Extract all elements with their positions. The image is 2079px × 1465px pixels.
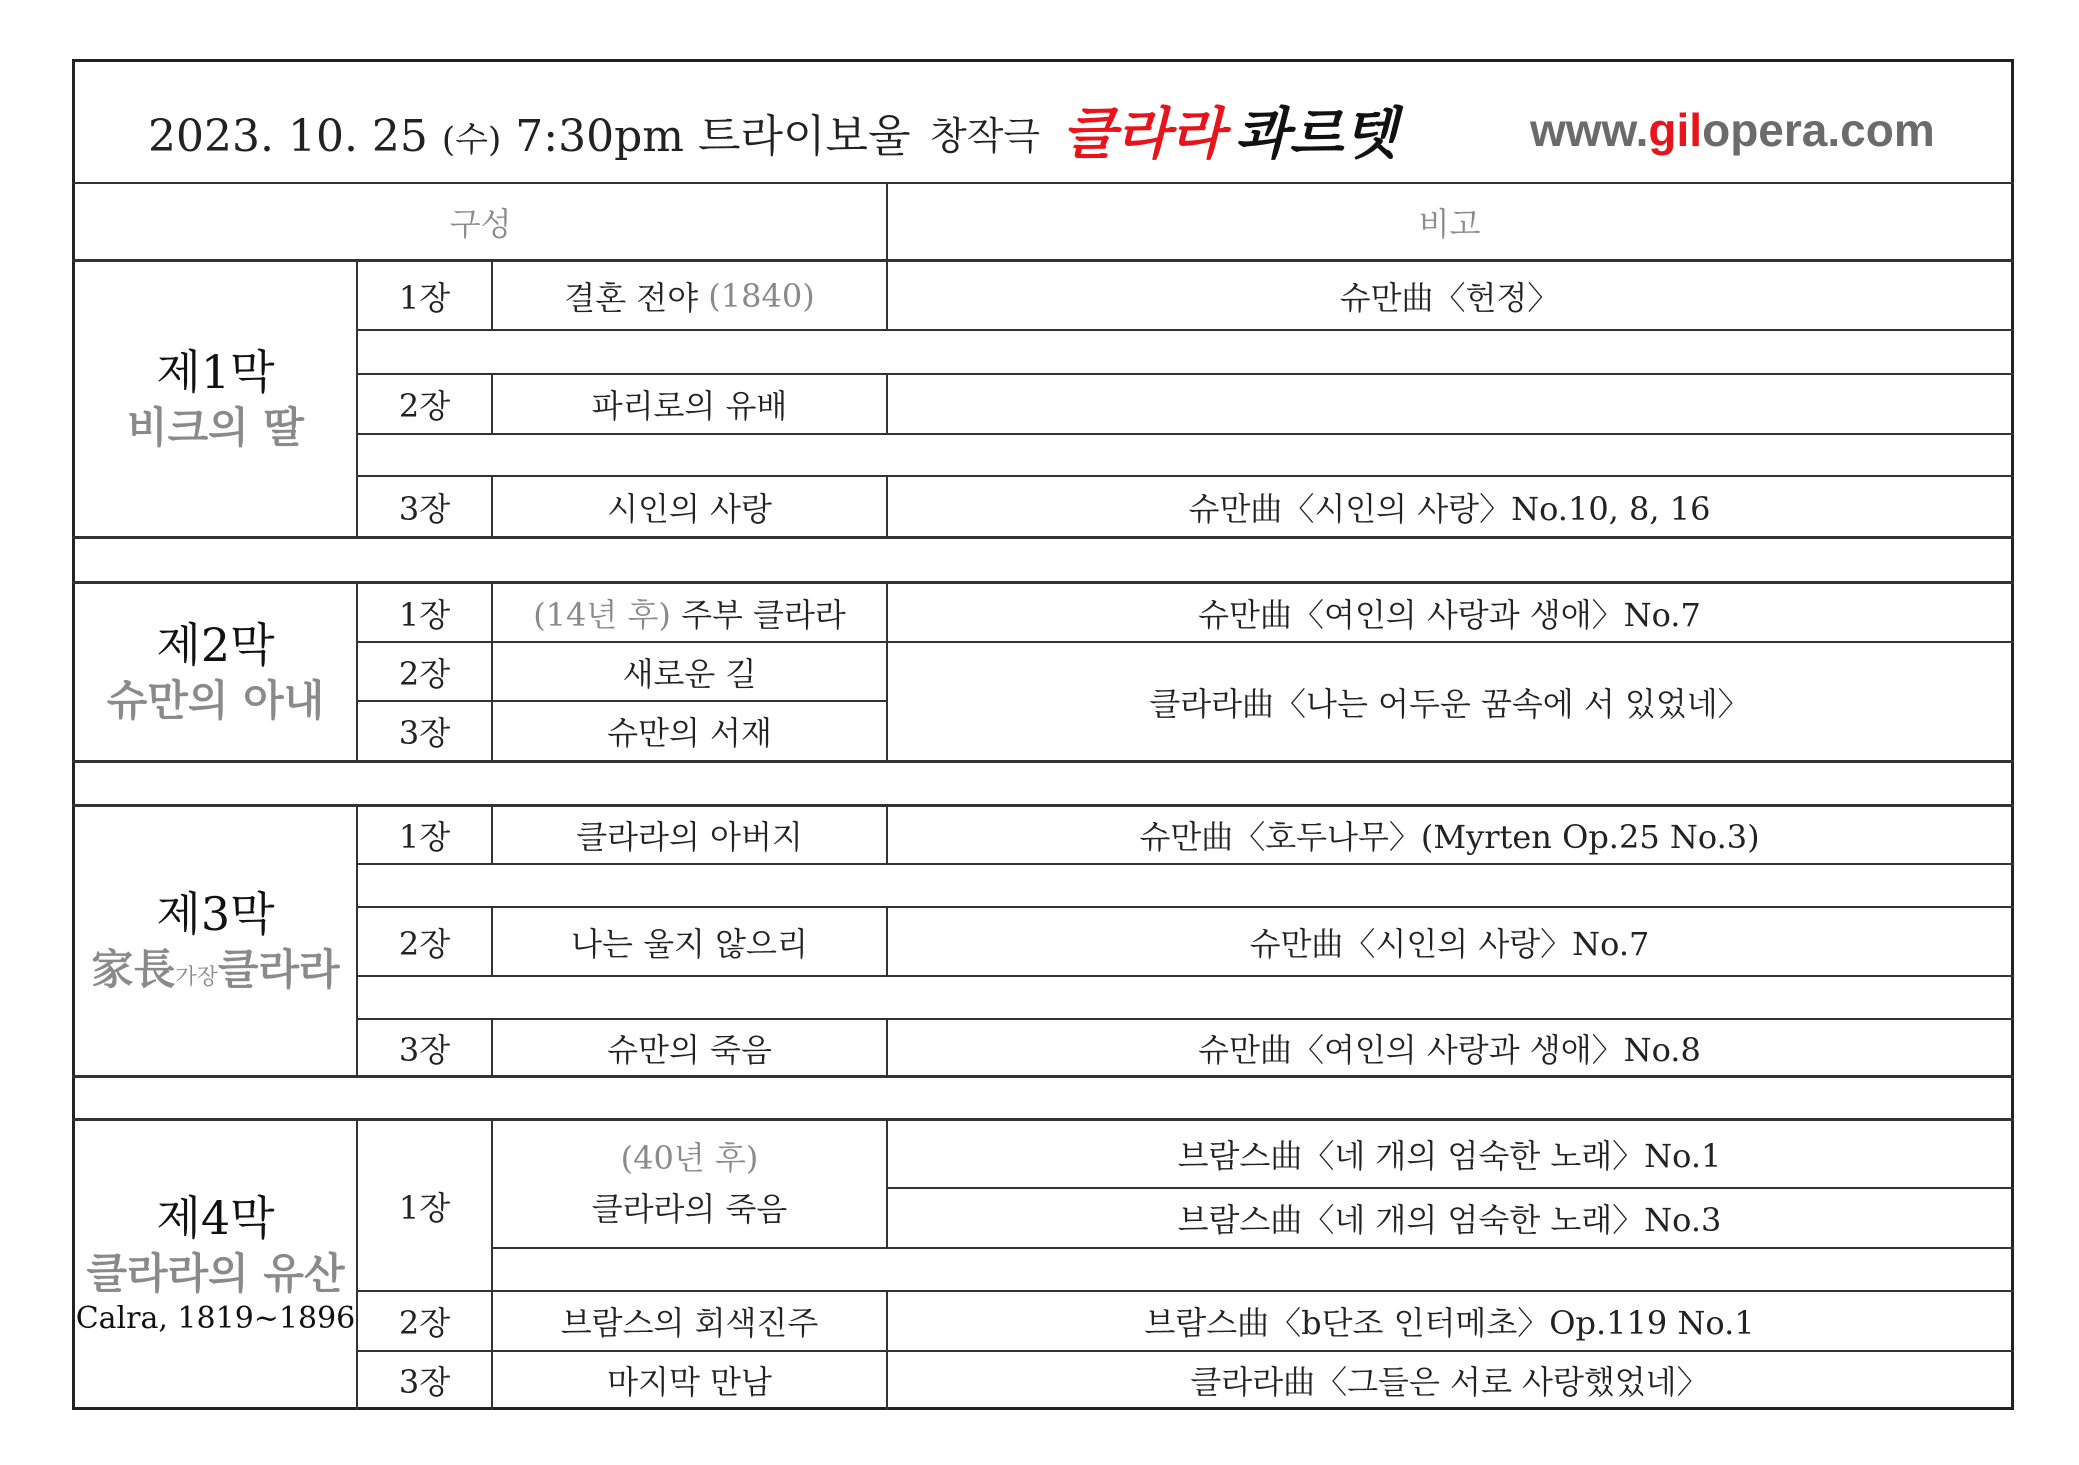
act-1-scene-1-title: 결혼 전야 (1840) (564, 276, 815, 317)
header-title-quartet: 콰르텟 (1235, 102, 1398, 167)
act-2-label: 제2막 슈만의 아내 (106, 618, 325, 725)
act-4-scene-2-remark: 브람스曲〈b단조 인터메초〉Op.119 No.1 (1144, 1304, 1755, 1342)
act-4-scene-1-title: (40년 후) 클라라의 죽음 (591, 1138, 788, 1228)
divider (72, 760, 2014, 763)
act-2-scene-3-title: 슈만의 서재 (607, 714, 772, 752)
divider (357, 863, 2014, 865)
column-header-composition: 구성 (449, 204, 512, 243)
divider (492, 1247, 2014, 1249)
divider (357, 975, 2014, 977)
act-1-label: 제1막 비크의 딸 (127, 345, 304, 452)
act-4-scene-3-remark: 클라라曲〈그들은 서로 사랑했었네〉 (1190, 1362, 1709, 1401)
act-2-scene-2-num: 2장 (398, 654, 451, 693)
header-title-clara: 클라라 (1062, 102, 1225, 167)
act-4-scene-1-remark-2: 브람스曲〈네 개의 엄숙한 노래〉No.3 (1177, 1201, 1722, 1239)
divider (357, 329, 2014, 331)
act-1-scene-3-remark: 슈만曲〈시인의 사랑〉No.10, 8, 16 (1188, 489, 1711, 528)
act-1-scene-2-num: 2장 (398, 387, 451, 425)
act-2-scene-1-remark: 슈만曲〈여인의 사랑과 생애〉No.7 (1198, 595, 1701, 634)
act-1-scene-1-num: 1장 (398, 278, 451, 317)
act-1-scene-2-title: 파리로의 유배 (591, 387, 788, 425)
act-3-scene-3-title: 슈만의 죽음 (607, 1030, 772, 1069)
act-3-label: 제3막 家長가장클라라 (91, 887, 340, 994)
act-3-scene-1-title: 클라라의 아버지 (576, 818, 803, 856)
act-3-scene-1-num: 1장 (398, 818, 451, 856)
act-4-scene-1-remark-1: 브람스曲〈네 개의 엄숙한 노래〉No.1 (1177, 1137, 1722, 1175)
divider (72, 1075, 2014, 1078)
act-2-scene-1-num: 1장 (398, 595, 451, 634)
act-1-scene-3-num: 3장 (398, 489, 451, 528)
divider (72, 536, 2014, 539)
act-4-label: 제4막 클라라의 유산 Calra, 1819~1896 (75, 1191, 356, 1337)
act-4-scene-3-num: 3장 (398, 1362, 451, 1401)
act-3-scene-2-num: 2장 (398, 924, 451, 963)
act-1-scene-3-title: 시인의 사랑 (607, 489, 772, 528)
divider (357, 433, 2014, 435)
act-2-scene-1-title: (14년 후) 주부 클라라 (533, 595, 846, 634)
act-3-scene-1-remark: 슈만曲〈호두나무〉(Myrten Op.25 No.3) (1139, 818, 1760, 856)
act-4-scene-2-title: 브람스의 회색진주 (560, 1304, 819, 1342)
act-1-scene-1-remark: 슈만曲〈헌정〉 (1339, 278, 1560, 317)
header-website-link[interactable]: www.gilopera.com (1530, 104, 1935, 156)
header-date-time: 2023. 10. 25 (수) 7:30pm 트라이보울 (148, 111, 911, 162)
act-4-scene-2-num: 2장 (398, 1304, 451, 1342)
act-1-scene-2-remark (888, 375, 2011, 433)
act-3-scene-2-remark: 슈만曲〈시인의 사랑〉No.7 (1249, 924, 1650, 963)
act-2-shared-remark: 클라라曲〈나는 어두운 꿈속에 서 있었네〉 (1149, 684, 1750, 723)
act-2-scene-3-num: 3장 (398, 714, 451, 752)
act-4-scene-3-title: 마지막 만남 (607, 1362, 772, 1401)
act-3-scene-3-num: 3장 (398, 1030, 451, 1069)
act-3-scene-2-title: 나는 울지 않으리 (571, 924, 808, 963)
header-genre: 창작극 (930, 114, 1041, 158)
act-4-scene-1-num: 1장 (398, 1188, 451, 1227)
act-2-scene-2-title: 새로운 길 (622, 654, 757, 693)
column-header-remarks: 비고 (1418, 204, 1481, 243)
act-3-scene-3-remark: 슈만曲〈여인의 사랑과 생애〉No.8 (1198, 1030, 1701, 1069)
